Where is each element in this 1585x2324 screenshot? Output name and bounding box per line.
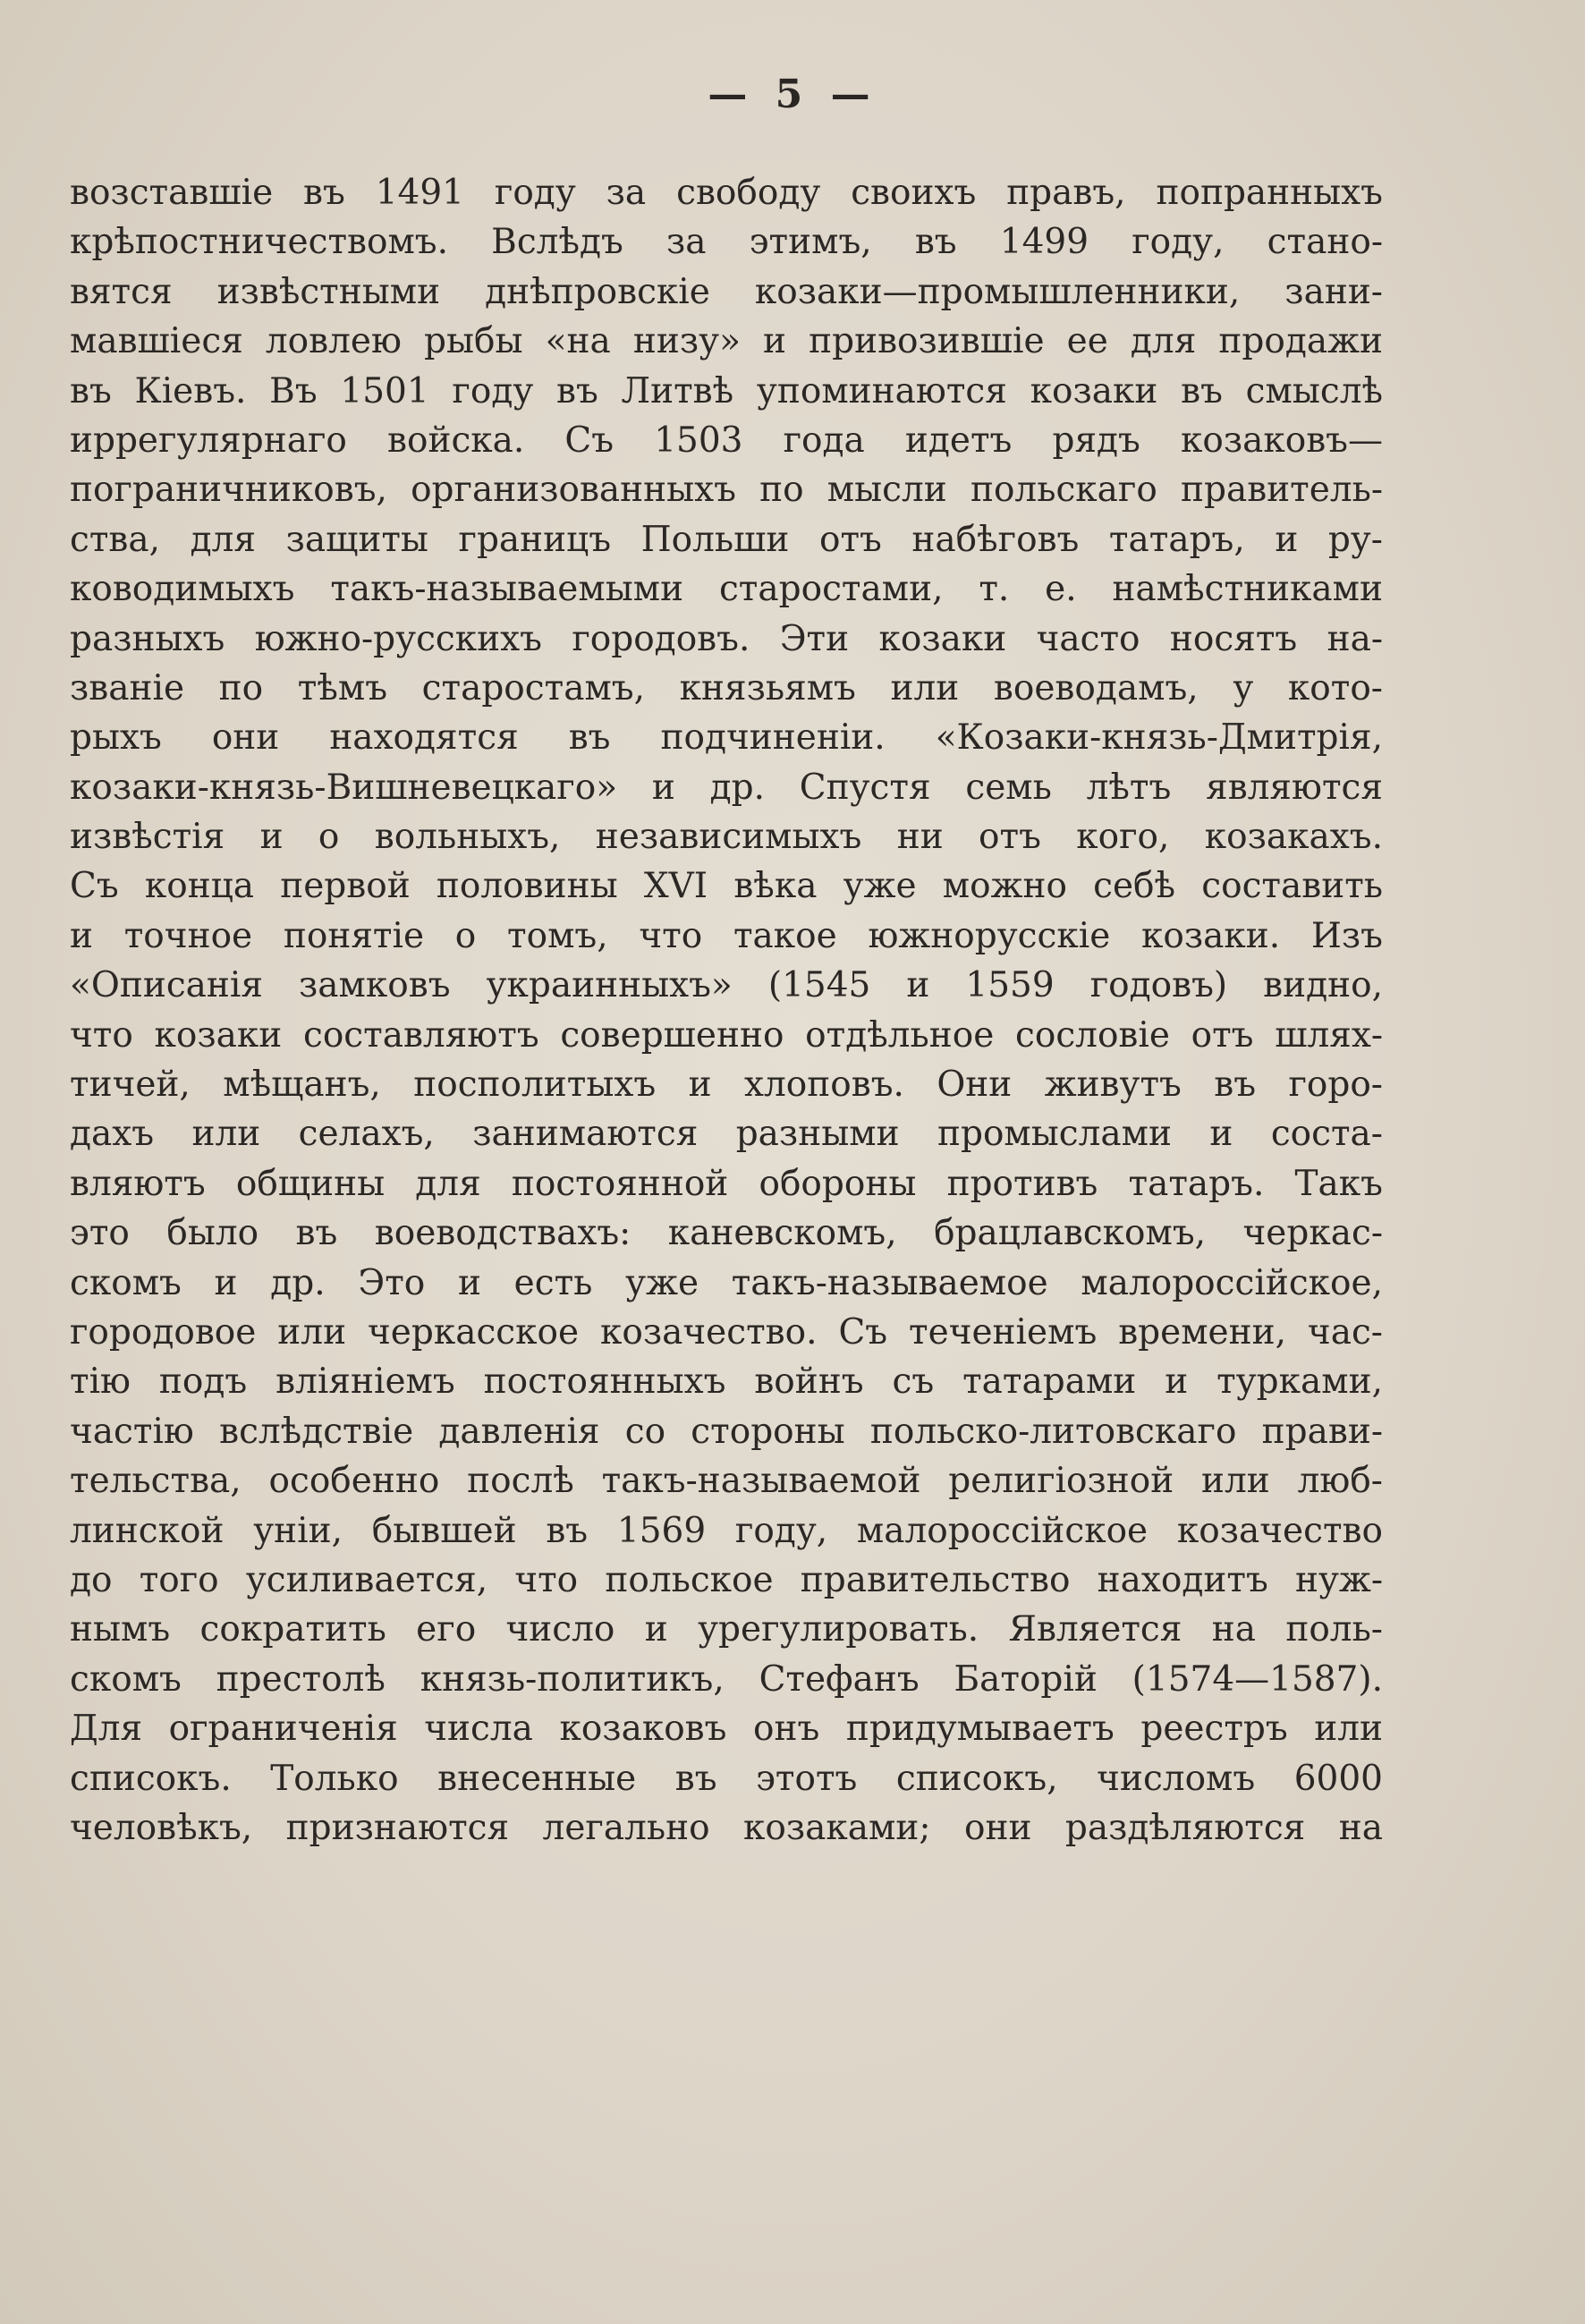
text-line: нымъ сократить его число и урегулировать. Является на поль-	[70, 1609, 1383, 1650]
text-line: вятся извѣстными днѣпровскіе козаки—промышленники, зани-	[70, 271, 1383, 312]
text-line: скомъ престолѣ князь-политикъ, Стефанъ Баторій (1574—1587).	[70, 1658, 1383, 1700]
text-line: дахъ или селахъ, занимаются разными промыслами и соста-	[70, 1114, 1383, 1155]
text-line: ководимыхъ такъ-называемыми старостами, т. е. намѣстниками	[70, 569, 1383, 610]
text-line: скомъ и др. Это и есть уже такъ-называемое малороссійское,	[70, 1262, 1383, 1303]
text-line: иррегулярнаго войска. Съ 1503 года идетъ рядъ козаковъ—	[70, 420, 1383, 461]
text-line: городовое или черкасское козачество. Съ теченіемъ времени, час-	[70, 1311, 1383, 1353]
text-line: «Описанія замковъ украинныхъ» (1545 и 1559 годовъ) видно,	[70, 965, 1383, 1006]
text-line: извѣстія и о вольныхъ, независимыхъ ни отъ кого, козакахъ.	[70, 817, 1383, 858]
text-line: козаки-князь-Вишневецкаго» и др. Спустя семь лѣтъ являются	[70, 767, 1383, 808]
text-line: ства, для защиты границъ Польши отъ набѣговъ татаръ, и ру-	[70, 519, 1383, 560]
text-line: и точное понятіе о томъ, что такое южнорусскіе козаки. Изъ	[70, 915, 1383, 956]
text-line: въ Кіевъ. Въ 1501 году въ Литвѣ упоминаются козаки въ смыслѣ	[70, 370, 1383, 411]
text-line: рыхъ они находятся въ подчиненіи. «Козаки-князь-Дмитрія,	[70, 717, 1383, 759]
text-line: частію вслѣдствіе давленія со стороны польско-литовскаго прави-	[70, 1411, 1383, 1452]
page-number: — 5 —	[708, 72, 877, 117]
text-line: это было въ воеводствахъ: каневскомъ, брацлавскомъ, черкас-	[70, 1213, 1383, 1254]
text-line: до того усиливается, что польское правительство находитъ нуж-	[70, 1559, 1383, 1600]
text-line: Для ограниченія числа козаковъ онъ придумываетъ реестръ или	[70, 1709, 1383, 1750]
body-text	[70, 168, 1383, 1853]
text-line: вляютъ общины для постоянной обороны противъ татаръ. Такъ	[70, 1163, 1383, 1204]
text-line: пограничниковъ, организованныхъ по мысли польскаго правитель-	[70, 470, 1383, 511]
text-line: что козаки составляютъ совершенно отдѣльное сословіе отъ шлях-	[70, 1014, 1383, 1056]
text-line: тельства, особенно послѣ такъ-называемой религіозной или люб-	[70, 1461, 1383, 1502]
text-line: тію подъ вліяніемъ постоянныхъ войнъ съ татарами и турками,	[70, 1361, 1383, 1403]
text-line: крѣпостничествомъ. Вслѣдъ за этимъ, въ 1499 году, стано-	[70, 222, 1383, 263]
text-line: линской уніи, бывшей въ 1569 году, малороссійское козачество	[70, 1510, 1383, 1551]
text-line: человѣкъ, признаются легально козаками; они раздѣляются на	[70, 1807, 1383, 1848]
text-line: званіе по тѣмъ старостамъ, князьямъ или воеводамъ, у кото-	[70, 667, 1383, 708]
text-line: разныхъ южно-русскихъ городовъ. Эти козаки часто носятъ на-	[70, 618, 1383, 659]
text-line: списокъ. Только внесенные въ этотъ списокъ, числомъ 6000	[70, 1758, 1383, 1799]
text-line: мавшіеся ловлею рыбы «на низу» и привозившіе ее для продажи	[70, 321, 1383, 362]
text-line: возставшіе въ 1491 году за свободу своихъ правъ, попранныхъ	[70, 173, 1383, 213]
text-line: Съ конца первой половины XVI вѣка уже можно себѣ составить	[70, 866, 1383, 907]
text-line: тичей, мѣщанъ, посполитыхъ и хлоповъ. Они живутъ въ горо-	[70, 1064, 1383, 1106]
